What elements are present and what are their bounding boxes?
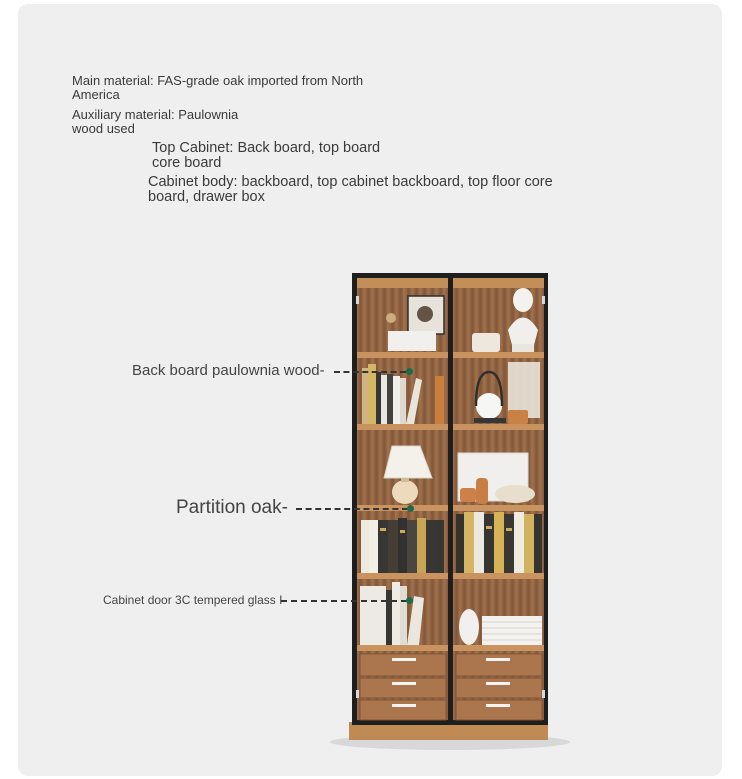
door-glass-pointer-dot: [406, 597, 413, 604]
back-board-callout: Back board paulownia wood-: [132, 362, 325, 379]
back-board-pointer-dot: [406, 368, 413, 375]
door-glass-callout: Cabinet door 3C tempered glass I: [103, 593, 283, 607]
auxiliary-material-text: Auxiliary material: Paulownia wood used: [72, 107, 239, 136]
back-board-pointer: [334, 371, 406, 373]
cabinet-body-text: Cabinet body: backboard, top cabinet backboard, top floor core board, drawer box: [148, 174, 553, 206]
top-cabinet-text: Top Cabinet: Back board, top board core board: [152, 140, 381, 172]
main-material-text: Main material: FAS-grade oak imported from North America: [72, 73, 364, 102]
door-glass-pointer: [281, 600, 407, 602]
partition-pointer: [296, 508, 408, 510]
partition-pointer-dot: [407, 505, 414, 512]
partition-callout: Partition oak-: [176, 497, 288, 518]
